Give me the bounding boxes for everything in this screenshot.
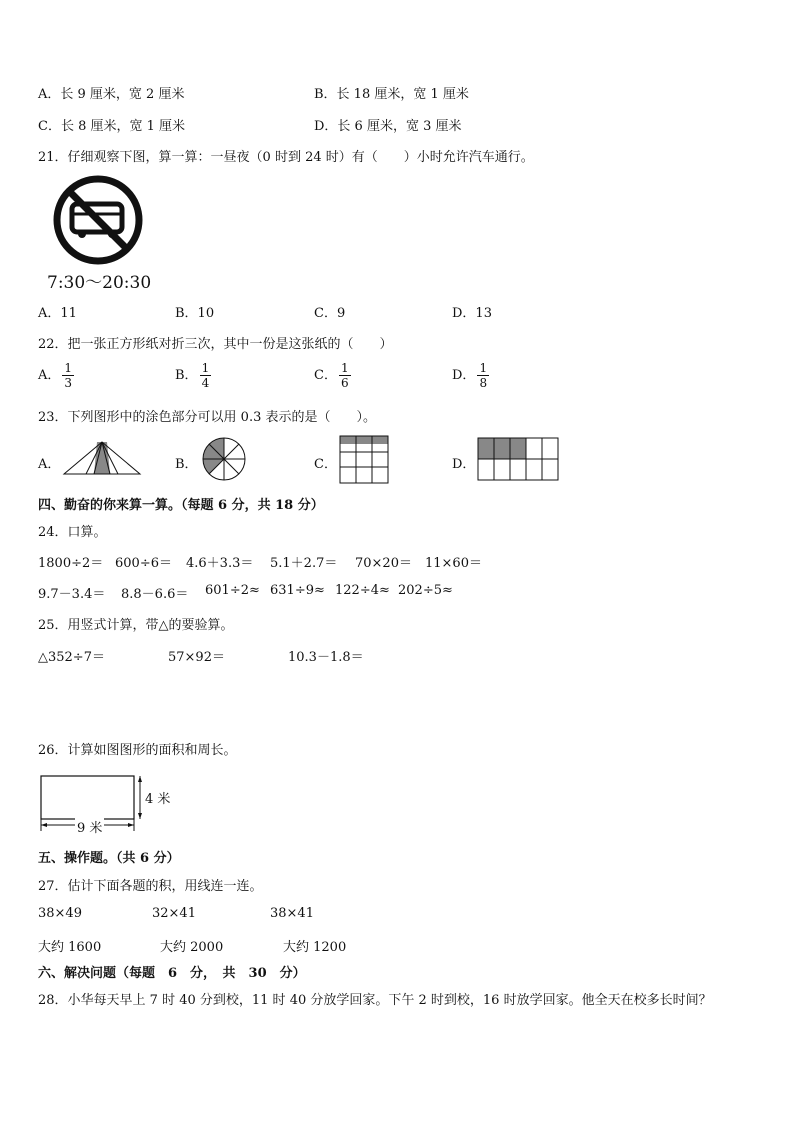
q21-stem: 21．仔细观察下图，算一算：一昼夜（0 时到 24 时）有（ ）小时允许汽车通行。 [38, 150, 534, 165]
q24-row2-item: 122÷4≈ [335, 583, 390, 598]
q24-row2-item: 601÷2≈ [205, 583, 260, 598]
q24-row1-item: 5.1＋2.7＝ [270, 556, 338, 571]
fraction [62, 362, 74, 389]
q21-option-a: A．11 [38, 306, 77, 321]
q27-estimate: 大约 1600 [38, 940, 102, 955]
section4-title: 四、勤奋的你来算一算。（每题 6 分，共 18 分） [38, 498, 324, 513]
q25-item: 57×92＝ [168, 650, 225, 665]
section5-title: 五、操作题。（共 6 分） [38, 851, 180, 866]
q20-option-c: C．长 8 厘米，宽 1 厘米 [38, 119, 186, 134]
numerator: 1 [201, 361, 210, 375]
grid-figure-c [340, 436, 388, 483]
width-label: 9 米 [75, 817, 104, 836]
q22-option-a [38, 362, 74, 389]
fraction [477, 362, 489, 389]
q27-product: 32×41 [152, 906, 196, 921]
q22-option-d [452, 362, 489, 389]
option-letter: D． [452, 368, 476, 383]
q23-option-c-label: C． [314, 457, 337, 472]
q27-estimate: 大约 1200 [283, 940, 347, 955]
denominator: 6 [340, 376, 349, 390]
q20-option-a: A．长 9 厘米，宽 2 厘米 [38, 87, 185, 102]
q24-stem: 24．口算。 [38, 525, 107, 540]
q22-stem: 22．把一张正方形纸对折三次，其中一份是这张纸的（ ） [38, 337, 393, 352]
q25-item: 10.3－1.8＝ [288, 650, 364, 665]
q27-product: 38×41 [270, 906, 314, 921]
section6-title: 六、解决问题（每题 6 分， 共 30 分） [38, 966, 306, 981]
q27-stem: 27．估计下面各题的积，用线连一连。 [38, 879, 263, 894]
option-letter: C． [314, 368, 337, 383]
q24-row1-item: 600÷6＝ [115, 556, 172, 571]
fraction [339, 362, 351, 389]
numerator: 1 [479, 361, 488, 375]
q26-stem: 26．计算如图图形的面积和周长。 [38, 743, 237, 758]
q25-stem: 25．用竖式计算，带△的要验算。 [38, 618, 234, 633]
q27-estimate: 大约 2000 [160, 940, 224, 955]
q28-stem: 28．小华每天早上 7 时 40 分到校，11 时 40 分放学回家。下午 2 时到校，16 时放学回家。他全天在校多长时间？ [38, 993, 712, 1008]
fraction [200, 362, 212, 389]
q21-option-d: D．13 [452, 306, 492, 321]
q24-row2-item: 8.8－6.6＝ [121, 587, 189, 602]
option-letter: A． [38, 368, 61, 383]
q20-option-b: B．长 18 厘米，宽 1 厘米 [314, 87, 469, 102]
option-letter: B． [175, 368, 198, 383]
denominator: 3 [64, 376, 73, 390]
q24-row2-item: 631÷9≈ [270, 583, 325, 598]
q24-row2-item: 9.7－3.4＝ [38, 587, 106, 602]
no-bus-sign-icon [52, 174, 144, 266]
sign-time-label: 7:30～20:30 [47, 273, 152, 293]
q27-product: 38×49 [38, 906, 82, 921]
q23-option-d-label: D． [452, 457, 476, 472]
denominator: 4 [201, 376, 210, 390]
q22-option-b [175, 362, 211, 389]
grid-figure-d [478, 438, 558, 480]
q23-option-a-label: A． [38, 457, 61, 472]
q25-item: △352÷7＝ [38, 650, 105, 665]
q24-row1-item: 70×20＝ [355, 556, 412, 571]
q23-stem: 23．下列图形中的涂色部分可以用 0.3 表示的是（ ）。 [38, 410, 376, 425]
q24-row2-item: 202÷5≈ [398, 583, 453, 598]
triangle-figure [62, 440, 142, 476]
q21-option-c: C．9 [314, 306, 346, 321]
denominator: 8 [479, 376, 488, 390]
height-label: 4 米 [145, 788, 170, 807]
q21-option-b: B．10 [175, 306, 215, 321]
q20-option-d: D．长 6 厘米，宽 3 厘米 [314, 119, 462, 134]
q22-option-c [314, 362, 351, 389]
numerator: 1 [64, 361, 73, 375]
q24-row1-item: 11×60＝ [425, 556, 482, 571]
q23-option-b-label: B． [175, 457, 198, 472]
circle-figure [202, 437, 246, 481]
numerator: 1 [340, 361, 349, 375]
q24-row1-item: 4.6＋3.3＝ [186, 556, 254, 571]
q24-row1-item: 1800÷2＝ [38, 556, 104, 571]
